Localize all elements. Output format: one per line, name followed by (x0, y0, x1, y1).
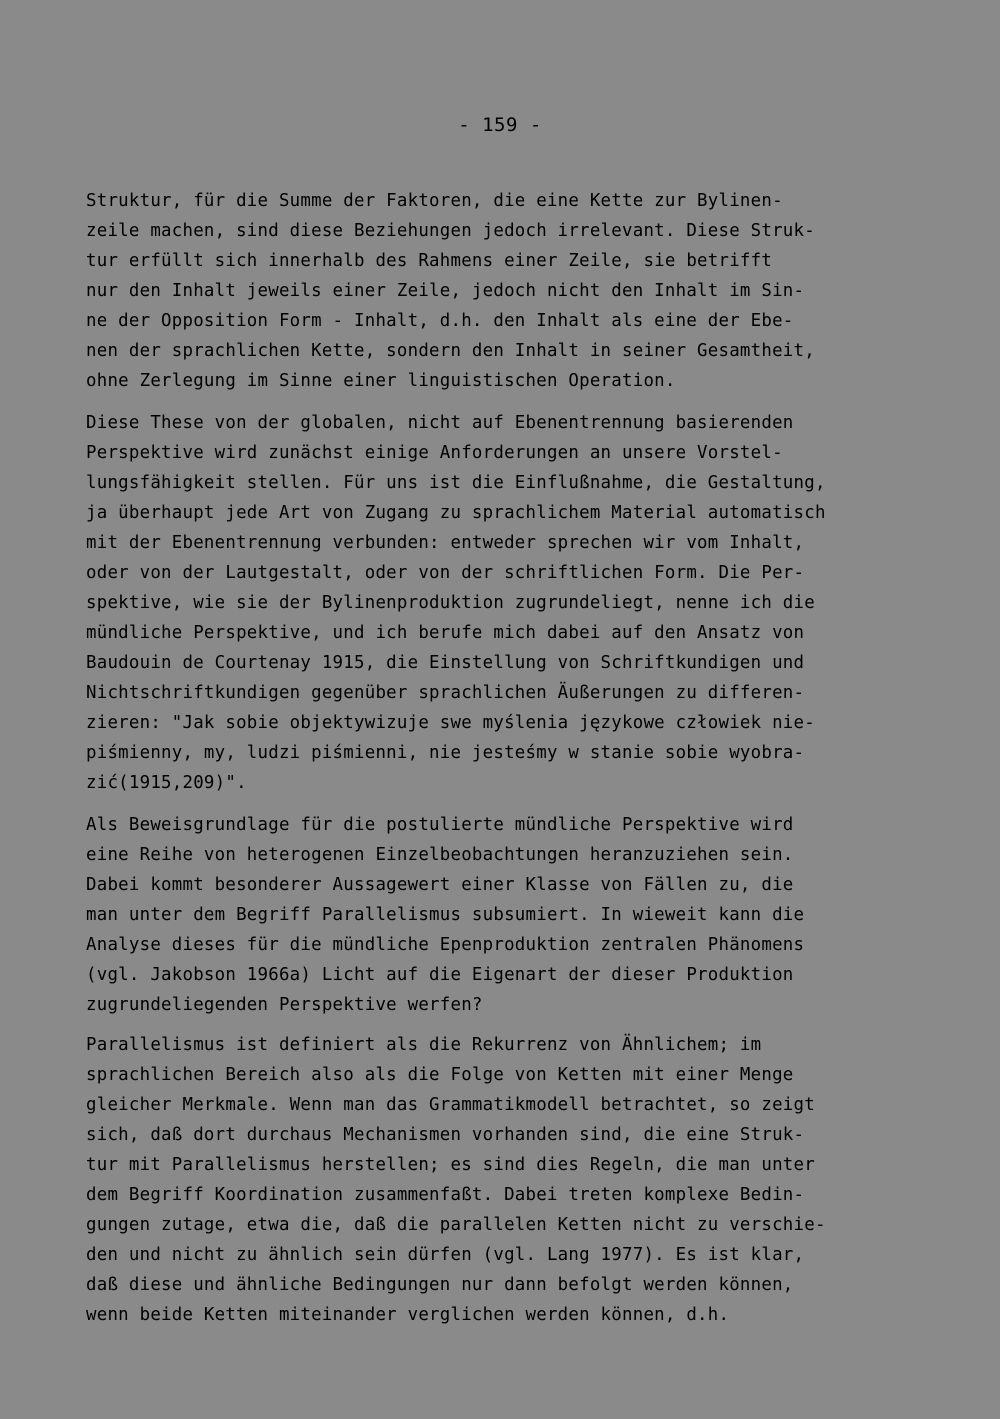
text-line: den und nicht zu ähnlich sein dürfen (vgl. Lang 1977). Es ist klar, (86, 1245, 805, 1265)
text-line: Struktur, für die Summe der Faktoren, die eine Kette zur Bylinen- (86, 191, 783, 211)
text-line: gungen zutage, etwa die, daß die parallelen Ketten nicht zu verschie- (86, 1215, 826, 1235)
text-line: Dabei kommt besonderer Aussagewert einer Klasse von Fällen zu, die (86, 875, 794, 895)
text-line: Parallelismus ist definiert als die Rekurrenz von Ähnlichem; im (86, 1035, 762, 1055)
text-line: Analyse dieses für die mündliche Epenproduktion zentralen Phänomens (86, 935, 805, 955)
text-line: zieren: "Jak sobie objektywizuje swe myślenia językowe człowiek nie- (86, 713, 815, 733)
text-line: mit der Ebenentrennung verbunden: entweder sprechen wir vom Inhalt, (86, 533, 805, 553)
text-line: daß diese und ähnliche Bedingungen nur dann befolgt werden können, (86, 1275, 794, 1295)
paragraph-1 (86, 186, 926, 396)
text-line: tur mit Parallelismus herstellen; es sind dies Regeln, die man unter (86, 1155, 815, 1175)
page-number: - 159 - (458, 114, 542, 136)
text-line: spektive, wie sie der Bylinenproduktion zugrundeliegt, nenne ich die (86, 593, 815, 613)
paragraph-4 (86, 1030, 926, 1330)
text-line: ja überhaupt jede Art von Zugang zu sprachlichem Material automatisch (86, 503, 826, 523)
text-line: man unter dem Begriff Parallelismus subsumiert. In wieweit kann die (86, 905, 805, 925)
text-line: oder von der Lautgestalt, oder von der schriftlichen Form. Die Per- (86, 563, 805, 583)
text-line: nen der sprachlichen Kette, sondern den Inhalt in seiner Gesamtheit, (86, 341, 815, 361)
text-line: eine Reihe von heterogenen Einzelbeobachtungen heranzuziehen sein. (86, 845, 794, 865)
text-line: ohne Zerlegung im Sinne einer linguistischen Operation. (86, 371, 676, 391)
text-line: nur den Inhalt jeweils einer Zeile, jedoch nicht den Inhalt im Sin- (86, 281, 805, 301)
text-line: wenn beide Ketten miteinander verglichen werden können, d.h. (86, 1305, 730, 1325)
text-line: piśmienny, my, ludzi piśmienni, nie jesteśmy w stanie sobie wyobra- (86, 743, 805, 763)
text-line: zeile machen, sind diese Beziehungen jedoch irrelevant. Diese Struk- (86, 221, 815, 241)
text-line: sprachlichen Bereich also als die Folge von Ketten mit einer Menge (86, 1065, 794, 1085)
text-line: dem Begriff Koordination zusammenfaßt. Dabei treten komplexe Bedin- (86, 1185, 805, 1205)
text-line: Diese These von der globalen, nicht auf Ebenentrennung basierenden (86, 413, 794, 433)
text-line: zugrundeliegenden Perspektive werfen? (86, 995, 483, 1015)
text-line: Baudouin de Courtenay 1915, die Einstellung von Schriftkundigen und (86, 653, 805, 673)
text-line: Perspektive wird zunächst einige Anforderungen an unsere Vorstel- (86, 443, 783, 463)
paragraph-2 (86, 408, 926, 798)
text-line: tur erfüllt sich innerhalb des Rahmens einer Zeile, sie betrifft (86, 251, 773, 271)
text-line: lungsfähigkeit stellen. Für uns ist die Einflußnahme, die Gestaltung, (86, 473, 826, 493)
text-line: mündliche Perspektive, und ich berufe mich dabei auf den Ansatz von (86, 623, 805, 643)
text-line: sich, daß dort durchaus Mechanismen vorhanden sind, die eine Struk- (86, 1125, 805, 1145)
text-line: (vgl. Jakobson 1966a) Licht auf die Eigenart der dieser Produktion (86, 965, 794, 985)
text-line: zić(1915,209)". (86, 773, 247, 793)
paragraph-3 (86, 810, 926, 1020)
text-line: gleicher Merkmale. Wenn man das Grammatikmodell betrachtet, so zeigt (86, 1095, 815, 1115)
text-line: ne der Opposition Form - Inhalt, d.h. den Inhalt als eine der Ebe- (86, 311, 794, 331)
text-line: Als Beweisgrundlage für die postulierte mündliche Perspektive wird (86, 815, 794, 835)
text-line: Nichtschriftkundigen gegenüber sprachlichen Äußerungen zu differen- (86, 683, 805, 703)
